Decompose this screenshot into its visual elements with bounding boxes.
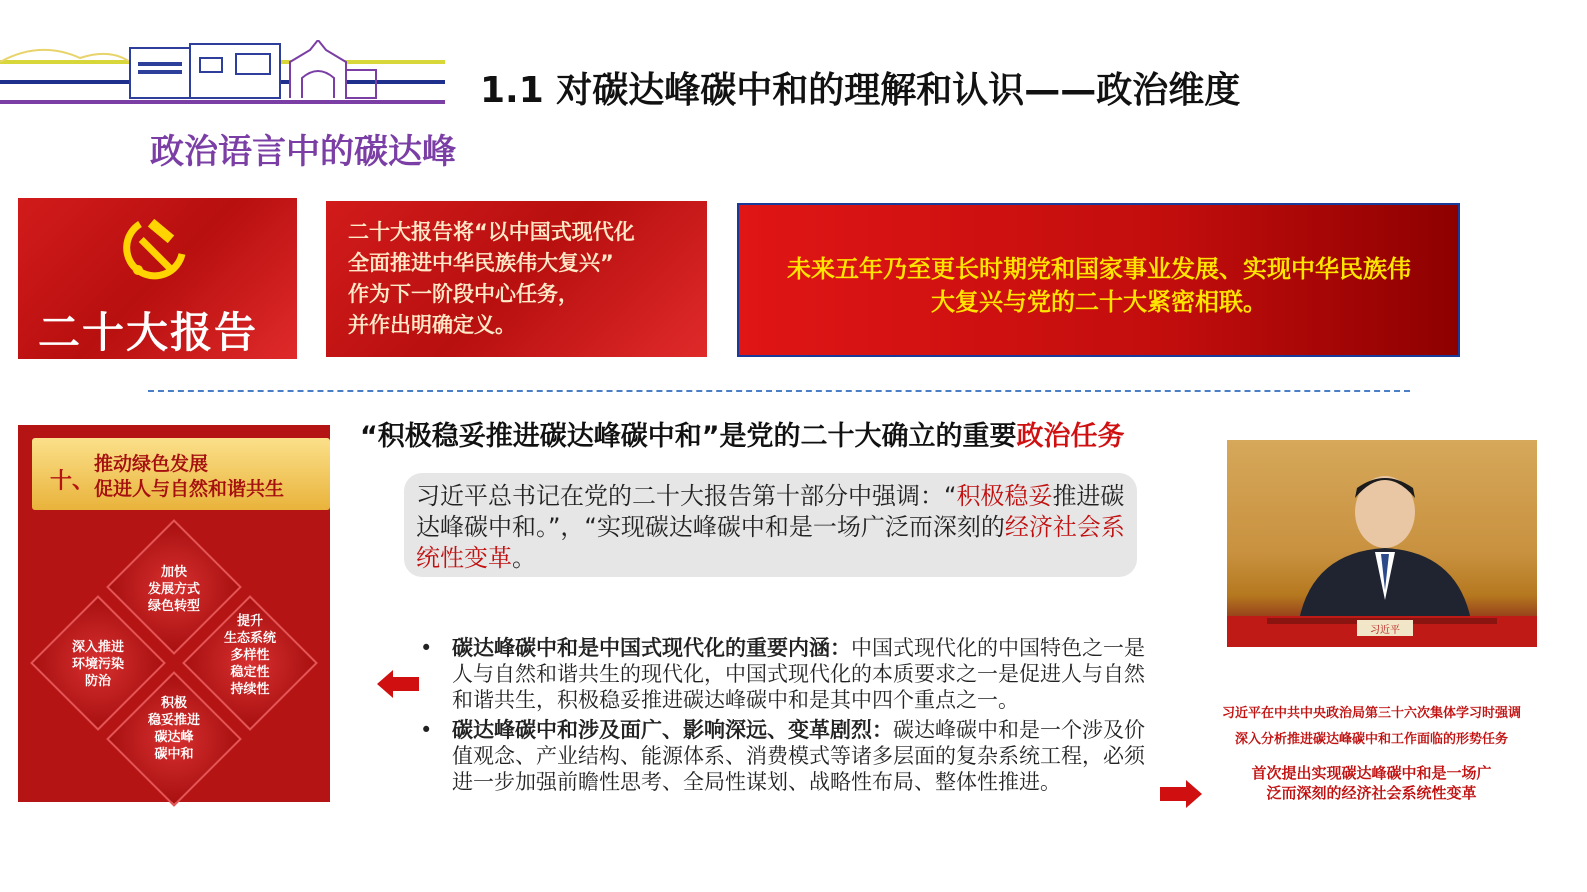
quote-card bbox=[326, 201, 707, 357]
callout-emphasis: 经济社会系统性变革 bbox=[416, 513, 1125, 572]
bullet-title: 碳达峰碳中和是中国式现代化的重要内涵： bbox=[452, 636, 851, 660]
page-subtitle: 政治语言中的碳达峰 bbox=[150, 132, 456, 172]
quote-line: 作为下一阶段中心任务， bbox=[348, 282, 579, 306]
diamond-text-right bbox=[200, 613, 300, 698]
bullet-title: 碳达峰碳中和涉及面广、影响深远、变革剧烈： bbox=[452, 718, 893, 742]
bullet-dot: • bbox=[420, 718, 433, 742]
diamond-text-left bbox=[48, 639, 148, 690]
hammer-sickle-icon bbox=[122, 214, 192, 284]
quote-callout bbox=[404, 473, 1137, 577]
diamond-line: 提升 bbox=[236, 614, 263, 629]
list-item bbox=[420, 717, 1145, 795]
diamond-line: 防治 bbox=[84, 674, 111, 689]
caption-line: 深入分析推进碳达峰碳中和工作面临的形势任务 bbox=[1234, 732, 1508, 747]
highlight-card bbox=[737, 203, 1460, 357]
section-heading bbox=[360, 414, 1125, 453]
diamond-line: 多样性 bbox=[230, 648, 270, 663]
callout-part: 推进碳达峰碳中和。”，“实现碳达峰碳中和是一场广泛而深刻的 bbox=[416, 482, 1125, 541]
callout-part: 习近平总书记在党的二十大报告第十部分中强调：“ bbox=[416, 482, 957, 510]
poster-heading-line: 推动绿色发展 bbox=[94, 453, 209, 475]
highlight-card-text bbox=[759, 253, 1439, 319]
diamond-line: 碳达峰 bbox=[154, 730, 194, 745]
diamond-line: 碳中和 bbox=[154, 747, 194, 762]
diamond-line: 稳妥推进 bbox=[147, 713, 200, 728]
diamond-text-bottom bbox=[124, 695, 224, 763]
callout-text bbox=[416, 481, 1136, 574]
diamond-line: 积极 bbox=[160, 696, 187, 711]
diamond-line: 持续性 bbox=[230, 682, 270, 697]
diamond-line: 稳定性 bbox=[230, 665, 270, 680]
arrow-left-icon bbox=[377, 670, 419, 698]
diamond-line: 环境污染 bbox=[71, 657, 124, 672]
highlight-line: 大复兴与党的二十大紧密相联。 bbox=[931, 288, 1267, 316]
quote-line: 并作出明确定义。 bbox=[348, 313, 516, 337]
section-divider bbox=[148, 390, 1410, 392]
arrow-right-icon bbox=[1160, 780, 1202, 808]
quote-line: 全面推进中华民族伟大复兴” bbox=[348, 251, 614, 275]
diamond-line: 深入推进 bbox=[71, 640, 124, 655]
quote-card-text bbox=[348, 217, 635, 341]
highlight-line: 未来五年乃至更长时期党和国家事业发展、实现中华民族伟 bbox=[787, 255, 1411, 283]
diamond-line: 加快 bbox=[160, 565, 187, 580]
report-card bbox=[18, 198, 297, 359]
poster-banner bbox=[32, 438, 330, 510]
bullet-text: 碳达峰碳中和是一个涉及价值观念、产业结构、能源体系、消费模式等诸多层面的复杂系统工程，必须进一步加强前瞻性思考、全局性谋划、战略性布局、整体性推进。 bbox=[452, 718, 1145, 794]
report-card-title: 二十大报告 bbox=[38, 308, 259, 357]
quote-line: 二十大报告将“以中国式现代化 bbox=[348, 220, 635, 244]
poster-heading bbox=[94, 452, 284, 502]
poster-number: 十、 bbox=[50, 469, 95, 494]
bullet-dot: • bbox=[420, 636, 433, 660]
caption-line: 习近平在中共中央政治局第三十六次集体学习时强调 bbox=[1221, 706, 1521, 721]
caption-line: 首次提出实现碳达峰碳中和是一场广 bbox=[1251, 764, 1492, 782]
callout-part: 。 bbox=[512, 544, 536, 572]
section-heading-highlight: 政治任务 bbox=[1016, 421, 1125, 452]
diamond-text-top bbox=[124, 564, 224, 615]
section-heading-text: “积极稳妥推进碳达峰碳中和”是党的二十大确立的重要 bbox=[360, 421, 1017, 452]
bullet-list bbox=[420, 635, 1145, 799]
list-item bbox=[420, 635, 1145, 713]
bullet-text: 中国式现代化的中国特色之一是人与自然和谐共生的现代化，中国式现代化的本质要求之一是促进人与自然和谐共生，积极稳妥推进碳达峰碳中和是其中四个重点之一。 bbox=[452, 636, 1145, 712]
poster-heading-line: 促进人与自然和谐共生 bbox=[94, 478, 285, 500]
page-title: 1.1 对碳达峰碳中和的理解和认识——政治维度 bbox=[480, 70, 1241, 111]
diamond-line: 发展方式 bbox=[147, 582, 200, 597]
caption-line: 泛而深刻的经济社会系统性变革 bbox=[1266, 784, 1477, 802]
diamond-line: 生态系统 bbox=[223, 631, 276, 646]
nameplate: 习近平 bbox=[1370, 625, 1400, 636]
callout-emphasis: 积极稳妥 bbox=[956, 482, 1053, 510]
policy-poster bbox=[18, 425, 330, 802]
speaker-photo bbox=[1227, 440, 1537, 647]
speaker-figure bbox=[1227, 440, 1537, 647]
campus-building-icon bbox=[0, 40, 445, 110]
diamond-line: 绿色转型 bbox=[147, 599, 200, 614]
